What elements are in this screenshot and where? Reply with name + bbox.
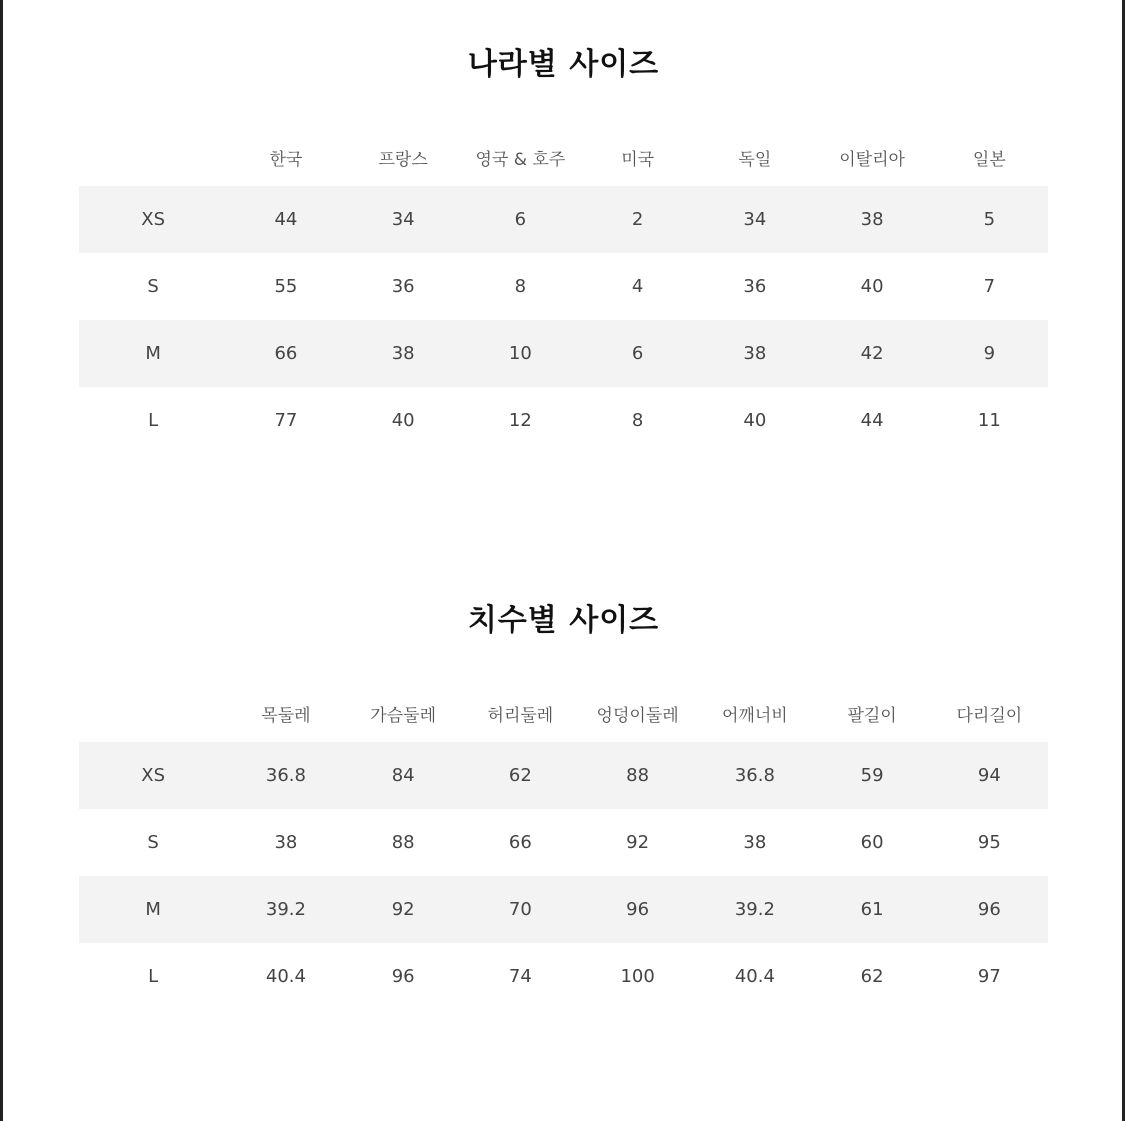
table-cell: 38 [813,186,930,253]
table-cell: 66 [227,320,344,387]
table-cell: 40 [743,410,767,431]
table-cell: 39.2 [227,876,344,943]
table-row [79,943,1048,1010]
header-cell-germany: 독일 [738,149,772,170]
table-cell: 6 [579,320,696,387]
table-row [79,387,1048,454]
table-cell: 70 [462,876,579,943]
header-cell-uk-australia: 영국 & 호주 [475,149,566,170]
table-cell: 44 [227,186,344,253]
size-label-cell: S [147,276,159,297]
table-cell: 36.8 [227,742,344,809]
table-cell: 38 [743,832,767,853]
table-row [79,186,1048,253]
table-cell: 40 [860,276,884,297]
table-cell: 84 [345,742,462,809]
table-cell: 92 [626,832,650,853]
header-cell-hip: 엉덩이둘레 [596,705,679,726]
header-cell-usa: 미국 [621,149,655,170]
header-cell-inseam: 다리길이 [956,705,1023,726]
table-cell: 62 [462,742,579,809]
table-cell: 40 [391,410,415,431]
table-cell: 9 [931,320,1048,387]
table-cell: 38 [274,832,298,853]
header-cell-empty [79,684,227,742]
table-cell: 12 [508,410,532,431]
table-row [79,320,1048,387]
header-cell-korea: 한국 [269,149,303,170]
measurement-size-title: 치수별 사이즈 [467,603,660,638]
country-size-section [79,42,1048,454]
table-cell: 40.4 [734,966,775,987]
header-cell-neck: 목둘레 [261,705,311,726]
header-cell-japan: 일본 [972,149,1006,170]
table-cell: 74 [508,966,532,987]
table-cell: 5 [931,186,1048,253]
header-cell-chest: 가슴둘레 [370,705,436,726]
header-cell-italy: 이탈리아 [839,149,905,170]
table-row [79,809,1048,876]
header-cell-empty [79,128,227,186]
table-cell: 40.4 [265,966,306,987]
table-cell: 7 [983,276,996,297]
header-cell-waist: 허리둘레 [487,705,554,726]
size-label-cell: M [79,320,227,387]
table-cell: 6 [462,186,579,253]
table-row [79,253,1048,320]
header-cell-sleeve: 팔길이 [847,705,897,726]
table-cell: 8 [514,276,527,297]
table-cell: 10 [462,320,579,387]
table-cell: 88 [579,742,696,809]
table-cell: 95 [977,832,1001,853]
table-cell: 39.2 [696,876,813,943]
country-size-table [79,128,1048,454]
size-label-cell: XS [79,742,227,809]
table-cell: 61 [813,876,930,943]
table-cell: 55 [274,276,298,297]
table-cell: 62 [860,966,884,987]
table-cell: 42 [813,320,930,387]
table-cell: 36 [743,276,767,297]
table-cell: 77 [274,410,298,431]
size-label-cell: S [147,832,159,853]
table-header-row [79,684,1048,742]
table-cell: 96 [579,876,696,943]
header-cell-france: 프랑스 [378,149,428,170]
table-cell: 88 [391,832,415,853]
size-label-cell: M [79,876,227,943]
table-cell: 59 [813,742,930,809]
table-cell: 38 [696,320,813,387]
table-cell: 96 [931,876,1048,943]
measurement-size-table [79,684,1048,1010]
country-size-title: 나라별 사이즈 [467,47,660,82]
table-cell: 44 [860,410,884,431]
table-cell: 92 [345,876,462,943]
table-cell: 36 [391,276,415,297]
table-cell: 2 [579,186,696,253]
header-cell-shoulder: 어깨너비 [722,705,788,726]
table-cell: 34 [696,186,813,253]
table-row [79,876,1048,943]
measurement-size-section [79,598,1048,1010]
table-header-row [79,128,1048,186]
size-label-cell: XS [79,186,227,253]
table-row [79,742,1048,809]
table-cell: 4 [631,276,644,297]
table-cell: 97 [977,966,1001,987]
table-cell: 100 [620,966,655,987]
table-cell: 38 [345,320,462,387]
table-cell: 34 [345,186,462,253]
table-cell: 8 [631,410,644,431]
table-cell: 66 [508,832,532,853]
table-cell: 11 [977,410,1001,431]
table-cell: 94 [931,742,1048,809]
table-cell: 36.8 [696,742,813,809]
table-cell: 60 [860,832,884,853]
size-label-cell: L [148,966,159,987]
size-label-cell: L [148,410,159,431]
table-cell: 96 [391,966,415,987]
